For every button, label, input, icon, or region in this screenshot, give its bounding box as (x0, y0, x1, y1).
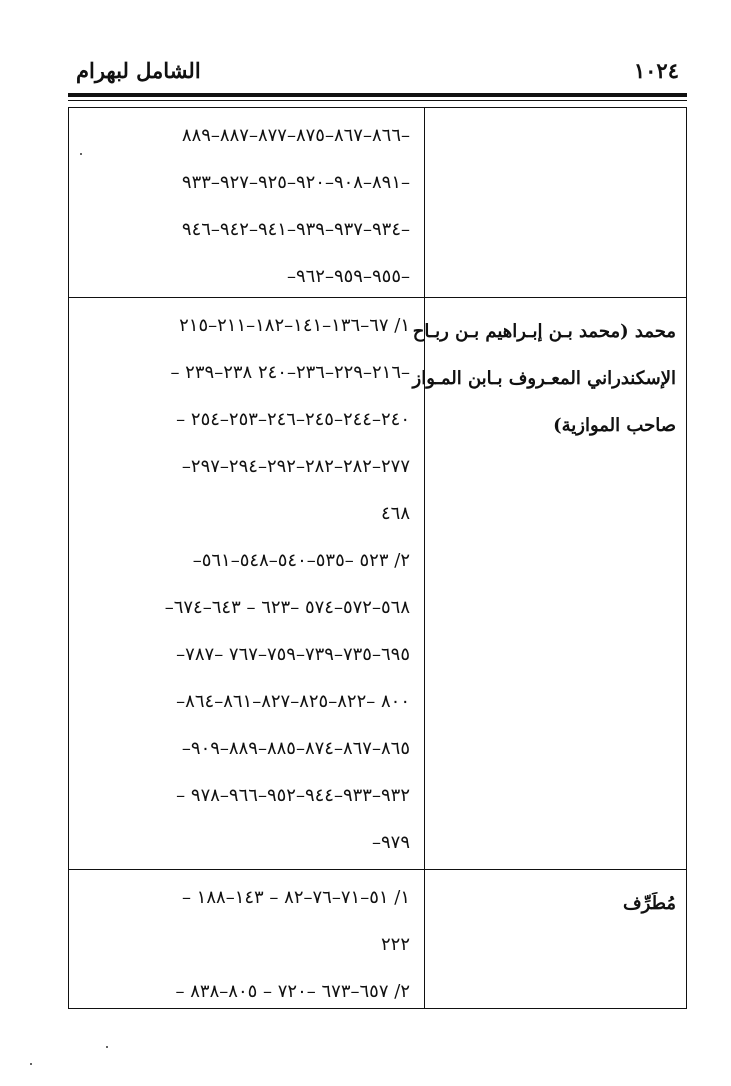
reference-line: ٦٩٥–٧٣٥–٧٣٩–٧٥٩–٧٦٧ –٧٨٧– (176, 644, 410, 665)
references-cell (69, 870, 424, 1008)
reference-line: ٨٠٠ –٨٢٢–٨٢٥–٨٢٧–٨٦١–٨٦٤– (176, 691, 410, 712)
page-header (68, 58, 687, 86)
name-line: مُطَرِّف (623, 893, 676, 914)
scan-speck (30, 1063, 32, 1065)
index-table (68, 107, 687, 1009)
name-cell (424, 108, 686, 297)
table-row (69, 108, 686, 297)
name-line: صاحب الموازية) (553, 415, 676, 436)
name-cell (412, 298, 686, 869)
reference-line: ١/ ٦٧–١٣٦–١٤١–١٨٢–٢١١–٢١٥ (179, 315, 410, 336)
scan-speck (106, 1046, 108, 1048)
reference-line: –٨٩١–٩٠٨–٩٢٠–٩٢٥–٩٢٧–٩٣٣ (181, 172, 410, 193)
reference-line: –٨٦٦–٨٦٧–٨٧٥–٨٧٧–٨٨٧–٨٨٩ (181, 125, 410, 146)
reference-line: –٢١٦–٢٢٩–٢٣٦–٢٤٠ ٢٣٨–٢٣٩ – (170, 362, 410, 383)
table-row (69, 869, 686, 1008)
reference-line: ٩٧٩– (371, 832, 410, 853)
reference-line: –٩٣٤–٩٣٧–٩٣٩–٩٤١–٩٤٢–٩٤٦ (181, 219, 410, 240)
header-rule-thin (68, 100, 687, 101)
reference-line: ٢/ ٦٥٧–٦٧٣ –٧٢٠ – ٨٠٥–٨٣٨ – (175, 981, 410, 1002)
reference-line: ٩٣٢–٩٣٣–٩٤٤–٩٥٢–٩٦٦–٩٧٨ – (176, 785, 410, 806)
table-row (69, 297, 686, 869)
reference-line: ١/ ٥١–٧١–٧٦–٨٢ – ١٤٣–١٨٨ – (181, 887, 410, 908)
name-line: محمد (محمد بـن إبـراهيم بـن ربـاح (412, 321, 676, 342)
reference-line: ٢٤٠–٢٤٤–٢٤٥–٢٤٦–٢٥٣–٢٥٤ – (176, 409, 410, 430)
reference-line: ٨٦٥–٨٦٧–٨٧٤–٨٨٥–٨٨٩–٩٠٩– (181, 738, 410, 759)
reference-line: ٢/ ٥٢٣ –٥٣٥–٥٤٠–٥٤٨–٥٦١– (192, 550, 410, 571)
references-cell (69, 108, 424, 297)
references-cell (69, 298, 424, 869)
name-line: الإسكندراني المعـروف بـابن المـواز (412, 368, 676, 389)
name-cell (424, 870, 686, 1008)
reference-line: ٤٦٨ (380, 503, 410, 524)
reference-line: ٢٧٧–٢٨٢–٢٨٢–٢٩٢–٢٩٤–٢٩٧– (181, 456, 410, 477)
scan-speck (80, 153, 82, 155)
header-rule-thick (68, 93, 687, 97)
book-title: الشامل لبهرام (76, 58, 201, 83)
reference-line: ٥٦٨–٥٧٢–٥٧٤ –٦٢٣ – ٦٤٣–٦٧٤– (164, 597, 410, 618)
page-number: ١٠٢٤ (633, 58, 679, 83)
reference-line: –٩٥٥–٩٥٩–٩٦٢– (286, 266, 410, 287)
reference-line: ٢٢٢ (380, 934, 410, 955)
